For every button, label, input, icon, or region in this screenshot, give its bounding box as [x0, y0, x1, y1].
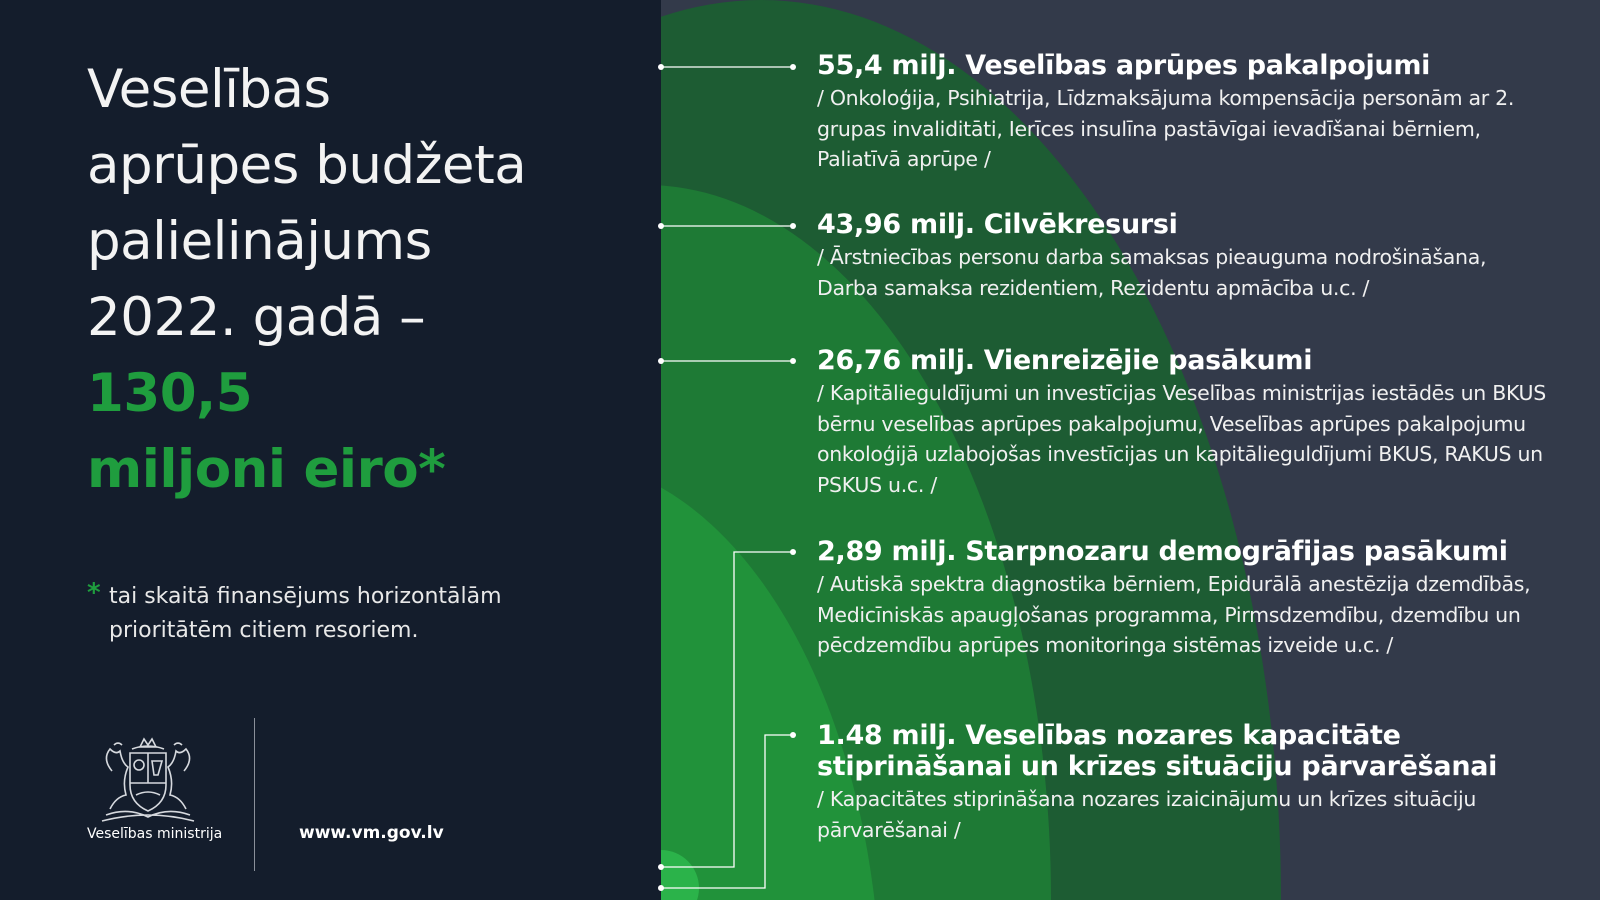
- budget-item-title: 26,76 milj. Vienreizējie pasākumi: [817, 345, 1313, 376]
- budget-item-demographic-measures: [817, 536, 1547, 661]
- connector-dot-start-5: [658, 885, 664, 891]
- budget-item-title: 1.48 milj. Veselības nozares kapacitāte stiprināšanai un krīzes situāciju pārvarēšanai: [817, 720, 1498, 782]
- budget-item-description: / Autiskā spektra diagnostika bērniem, Epidurālā anestēzija dzemdībās, Medicīniskās apaugļošanas programma, Pirmsdzemdību, dzemdību un pēcdzemdību aprūpes monitoringa sistēmas izveide u.c. /: [817, 572, 1531, 657]
- budget-item-title: 43,96 milj. Cilvēkresursi: [817, 209, 1178, 240]
- footnote-asterisk: *: [87, 578, 101, 608]
- budget-item-description: / Kapacitātes stiprināšana nozares izaicinājumu un krīzes situāciju pārvarēšanai /: [817, 787, 1477, 842]
- connector-dot-start-2: [658, 223, 664, 229]
- budget-item-one-time-measures: [817, 345, 1547, 500]
- budget-item-description: / Onkoloģija, Psihiatrija, Līdzmaksājuma kompensācija personām ar 2. grupas invaliditāti, Ierīces insulīna pastāvīgai ievadīšanai bērniem, Paliatīvā aprūpe /: [817, 86, 1515, 171]
- headline-line-4: 2022. gadā –: [87, 287, 426, 348]
- headline-line-3: palielinājums: [87, 211, 432, 272]
- connector-dot-start-3: [658, 358, 664, 364]
- connector-dot-end-3: [790, 358, 796, 364]
- headline-line-2: aprūpes budžeta: [87, 135, 527, 196]
- budget-item-description: / Kapitālieguldījumi un investīcijas Veselības ministrijas iestādēs un BKUS bērnu veselības aprūpes pakalpojumu, Veselības aprūpes pakalpojumu onkoloģijā uzlabojošas investīcijas un kapitālieguldījumi BKUS, RAKUS un PSKUS u.c. /: [817, 381, 1546, 497]
- connector-dot-start-4: [658, 864, 664, 870]
- connector-dot-end-5: [790, 732, 796, 738]
- budget-item-description: / Ārstniecības personu darba samaksas pieauguma nodrošināšana, Darba samaksa rezidentiem, Rezidentu apmācība u.c. /: [817, 245, 1487, 300]
- website-link[interactable]: www.vm.gov.lv: [299, 823, 444, 843]
- connector-dot-end-4: [790, 549, 796, 555]
- budget-item-human-resources: [817, 209, 1547, 303]
- connector-line-4: [661, 552, 793, 867]
- connector-dot-start-1: [658, 64, 664, 70]
- budget-item-capacity-strengthening: [817, 720, 1547, 845]
- connector-line-5: [661, 735, 793, 888]
- connector-dot-end-1: [790, 64, 796, 70]
- connector-dot-end-2: [790, 223, 796, 229]
- ministry-name: Veselības ministrija: [87, 826, 223, 842]
- budget-item-title: 55,4 milj. Veselības aprūpes pakalpojumi: [817, 50, 1431, 81]
- headline-line-1: Veselības: [87, 59, 331, 120]
- footnote-text: tai skaitā finansējums horizontālām prioritātēm citiem resoriem.: [109, 584, 502, 643]
- budget-item-healthcare-services: [817, 50, 1547, 175]
- budget-item-title: 2,89 milj. Starpnozaru demogrāfijas pasākumi: [817, 536, 1508, 567]
- headline-unit: miljoni eiro*: [87, 439, 446, 500]
- headline-amount: 130,5: [87, 363, 253, 424]
